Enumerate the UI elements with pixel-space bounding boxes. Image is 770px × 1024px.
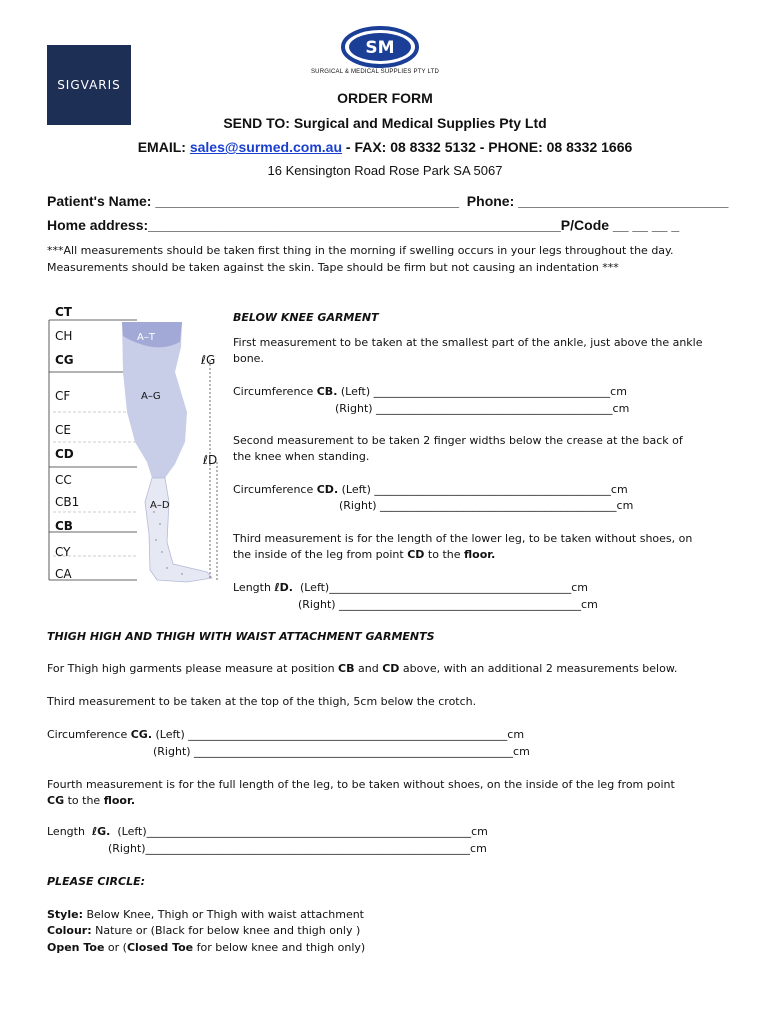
send-to: SEND TO: Surgical and Medical Supplies Pty Ltd bbox=[223, 115, 547, 131]
lg-left-line: (Left)___________________________________________________________cm bbox=[110, 825, 488, 838]
thigh-intro bbox=[47, 660, 677, 677]
label-cd: CD bbox=[55, 447, 74, 461]
cb-left-line: (Left) ___________________________________________cm bbox=[337, 385, 627, 398]
cg-left-field[interactable] bbox=[47, 726, 524, 743]
thigh-intro-post: above, with an additional 2 measurements below. bbox=[399, 662, 678, 675]
sigvaris-logo-text: SIGVARIS bbox=[57, 78, 121, 92]
label-cb: CB bbox=[55, 519, 73, 533]
toe-post: for below knee and thigh only) bbox=[193, 941, 366, 954]
cb-right-field[interactable]: (Right) ___________________________________________cm bbox=[335, 402, 630, 415]
label-cg: CG bbox=[55, 353, 74, 367]
label-cy: CY bbox=[55, 545, 71, 559]
cg-right-field[interactable]: (Right) __________________________________________________________cm bbox=[153, 745, 530, 758]
cb-prefix: Circumference bbox=[233, 385, 317, 398]
bk-third-2-mid: to the bbox=[424, 548, 465, 561]
circle-heading: PLEASE CIRCLE: bbox=[47, 875, 145, 888]
length-lg: ℓG bbox=[201, 353, 216, 367]
fax-phone: - FAX: 08 8332 5132 - PHONE: 08 8332 1666 bbox=[342, 139, 633, 155]
style-text: Below Knee, Thigh or Thigh with waist attachment bbox=[82, 908, 364, 921]
label-ct: CT bbox=[55, 305, 72, 319]
colour-label: Colour: bbox=[47, 924, 92, 937]
thigh-fourth-cg: CG bbox=[47, 794, 65, 807]
cg-code: CG. bbox=[130, 728, 153, 741]
email-label: EMAIL: bbox=[137, 139, 190, 155]
label-ca: CA bbox=[55, 567, 72, 581]
zone-a-d: A–D bbox=[150, 500, 170, 511]
lg-prefix: Length bbox=[47, 825, 92, 838]
label-cf: CF bbox=[55, 389, 71, 403]
cb-code: CB. bbox=[316, 385, 338, 398]
thigh-heading: THIGH HIGH AND THIGH WITH WAIST ATTACHMENT GARMENTS bbox=[47, 630, 435, 643]
toe-closed: Closed Toe bbox=[126, 941, 194, 954]
thigh-fourth-mid: to the bbox=[64, 794, 104, 807]
cb-left-field[interactable] bbox=[233, 383, 627, 400]
cg-prefix: Circumference bbox=[47, 728, 131, 741]
label-cc: CC bbox=[55, 473, 72, 487]
zone-a-t: A–T bbox=[137, 332, 155, 343]
colour-option[interactable] bbox=[47, 922, 360, 939]
style-label: Style: bbox=[47, 908, 83, 921]
cd-left-line: (Left) ___________________________________________cm bbox=[338, 483, 628, 496]
lg-left-field[interactable] bbox=[47, 823, 488, 840]
bk-first-1: First measurement to be taken at the smallest part of the ankle, just above the ankle bbox=[233, 336, 703, 349]
cd-code: CD. bbox=[316, 483, 339, 496]
contact-line bbox=[0, 139, 770, 155]
toe-open: Open Toe bbox=[47, 941, 105, 954]
bk-first-2: bone. bbox=[233, 352, 264, 365]
thigh-intro-and: and bbox=[354, 662, 383, 675]
bk-third-2-floor: floor. bbox=[464, 548, 496, 561]
home-address-field[interactable]: Home address:_____________________________________________________P/Code __ __ __ _ bbox=[47, 217, 680, 233]
lg-code: ℓG. bbox=[91, 825, 111, 838]
thigh-fourth-floor: floor. bbox=[103, 794, 136, 807]
toe-option[interactable] bbox=[47, 939, 365, 956]
thigh-intro-cb: CB bbox=[338, 662, 355, 675]
sm-logo-mark: SM bbox=[365, 38, 395, 58]
form-title: ORDER FORM bbox=[337, 90, 433, 106]
note-line-1: ***All measurements should be taken first thing in the morning if swelling occurs in your legs throughout the day. bbox=[47, 244, 674, 257]
length-ld: ℓD bbox=[203, 453, 218, 467]
style-option[interactable] bbox=[47, 906, 364, 923]
cg-left-line: (Left) __________________________________________________________cm bbox=[152, 728, 525, 741]
ld-left-field[interactable] bbox=[233, 579, 588, 596]
bk-third-2 bbox=[233, 546, 495, 563]
thigh-fourth-1: Fourth measurement is for the full length of the leg, to be taken without shoes, on the inside of the leg from point bbox=[47, 778, 675, 791]
thigh-intro-cd: CD bbox=[382, 662, 400, 675]
thigh-third: Third measurement to be taken at the top of the thigh, 5cm below the crotch. bbox=[47, 695, 477, 708]
bk-second-1: Second measurement to be taken 2 finger widths below the crease at the back of bbox=[233, 434, 683, 447]
label-ch: CH bbox=[55, 329, 73, 343]
below-knee-heading: BELOW KNEE GARMENT bbox=[233, 311, 379, 324]
label-ce: CE bbox=[55, 423, 71, 437]
address: 16 Kensington Road Rose Park SA 5067 bbox=[267, 163, 503, 178]
sm-logo-caption: SURGICAL & MEDICAL SUPPLIES PTY LTD bbox=[310, 69, 440, 75]
lg-right-field[interactable]: (Right)___________________________________________________________cm bbox=[108, 842, 487, 855]
zone-a-g: A–G bbox=[141, 391, 161, 402]
bk-third-2-pre: the inside of the leg from point bbox=[233, 548, 408, 561]
patient-name-field[interactable]: Patient's Name: _______________________________________ Phone: ___________________________ bbox=[47, 193, 729, 209]
sigvaris-logo bbox=[47, 45, 131, 125]
thigh-intro-pre: For Thigh high garments please measure at position bbox=[47, 662, 339, 675]
colour-text: Nature or (Black for below knee and thigh only ) bbox=[91, 924, 361, 937]
bk-second-2: the knee when standing. bbox=[233, 450, 370, 463]
cd-left-field[interactable] bbox=[233, 481, 628, 498]
toe-mid: or ( bbox=[104, 941, 127, 954]
bk-third-1: Third measurement is for the length of the lower leg, to be taken without shoes, on bbox=[233, 532, 693, 545]
note-line-2: Measurements should be taken against the skin. Tape should be firm but not causing an indentation *** bbox=[47, 261, 619, 274]
ld-right-field[interactable]: (Right) ____________________________________________cm bbox=[298, 598, 598, 611]
ld-prefix: Length bbox=[233, 581, 275, 594]
email-link[interactable]: sales@surmed.com.au bbox=[189, 139, 342, 155]
thigh-fourth-2 bbox=[47, 792, 135, 809]
bk-third-2-cd: CD bbox=[407, 548, 425, 561]
ld-left-line: (Left)____________________________________________cm bbox=[292, 581, 588, 594]
ld-code: ℓD. bbox=[274, 581, 293, 594]
label-cb1: CB1 bbox=[55, 495, 80, 509]
cd-prefix: Circumference bbox=[233, 483, 317, 496]
cd-right-field[interactable]: (Right) ___________________________________________cm bbox=[339, 499, 634, 512]
leg-diagram bbox=[47, 302, 227, 584]
